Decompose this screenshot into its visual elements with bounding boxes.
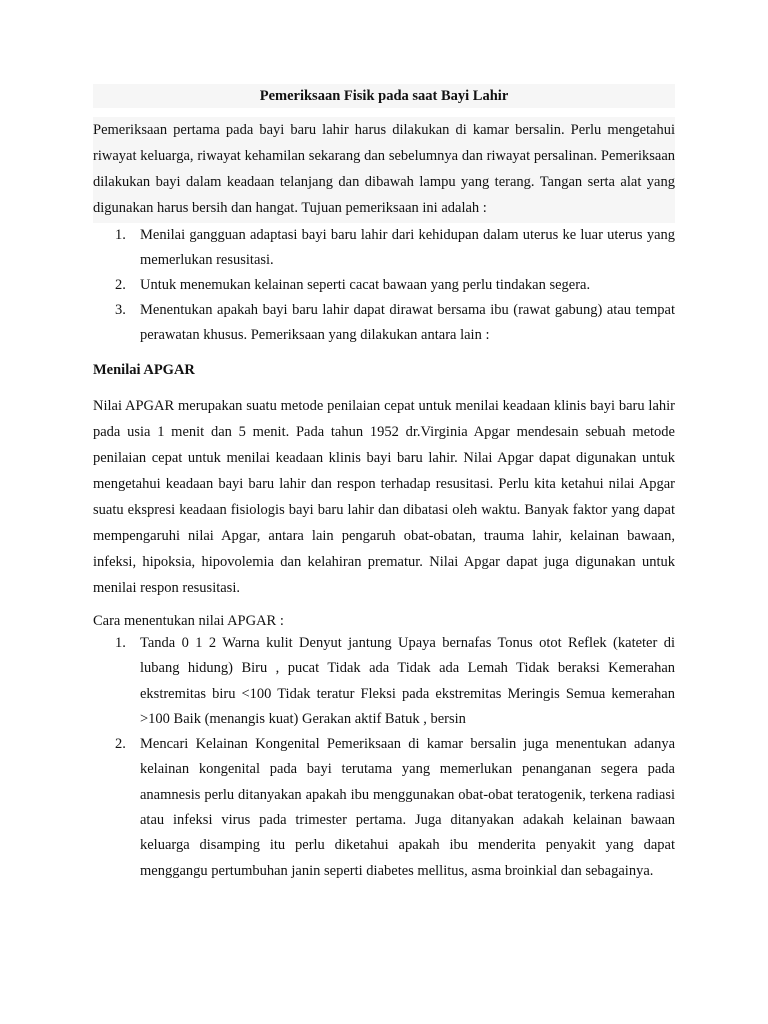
list-item-number: 1. xyxy=(115,635,126,651)
list-item xyxy=(93,732,675,884)
list-item xyxy=(93,298,675,348)
list-item-text: Tanda 0 1 2 Warna kulit Denyut jantung Upaya bernafas Tonus otot Reflek (kateter di lubang hidung) Biru , pucat Tidak ada Tidak ada Lemah Tidak beraksi Kemerahan ekstremitas biru <100 Tidak teratur Fleksi pada ekstremitas Meringis Semua kemerahan >100 Baik (menangis kuat) Gerakan aktif Batuk , bersin xyxy=(140,635,675,727)
list-item-number: 2. xyxy=(115,277,126,293)
document-title: Pemeriksaan Fisik pada saat Bayi Lahir xyxy=(259,88,509,104)
list-item-text: Menentukan apakah bayi baru lahir dapat dirawat bersama ibu (rawat gabung) atau tempat perawatan khusus. Pemeriksaan yang dilakukan antara lain : xyxy=(140,302,675,343)
list-item-text: Untuk menemukan kelainan seperti cacat bawaan yang perlu tindakan segera. xyxy=(140,277,591,293)
apgar-heading: Menilai APGAR xyxy=(93,362,195,378)
list-item xyxy=(93,631,675,732)
intro-paragraph: Pemeriksaan pertama pada bayi baru lahir harus dilakukan di kamar bersalin. Perlu mengetahui riwayat keluarga, riwayat kehamilan sekarang dan sebelumnya dan riwayat persalinan. Pemeriksaan dilakukan bayi dalam keadaan telanjang dan dibawah lampu yang terang. Tangan serta alat yang digunakan harus bersih dan hangat. Tujuan pemeriksaan ini adalah : xyxy=(93,122,675,216)
cara-label: Cara menentukan nilai APGAR : xyxy=(93,613,284,629)
list-item-text: Menilai gangguan adaptasi bayi baru lahir dari kehidupan dalam uterus ke luar uterus yang memerlukan resusitasi. xyxy=(140,227,675,268)
list-item xyxy=(93,223,675,273)
list-item-number: 3. xyxy=(115,302,126,318)
steps-list xyxy=(93,631,675,884)
document-page xyxy=(93,84,675,884)
list-item-number: 2. xyxy=(115,736,126,753)
list-item xyxy=(93,273,675,298)
goals-list xyxy=(93,223,675,348)
list-item-number: 1. xyxy=(115,227,126,243)
title-band xyxy=(93,84,675,108)
list-item-text: Mencari Kelainan Kongenital Pemeriksaan di kamar bersalin juga menentukan adanya kelainan kongenital pada bayi terutama yang memerlukan penanganan segera pada anamnesis perlu ditanyakan apakah ibu menggunakan obat-obat teratogenik, terkena radiasi atau infeksi virus pada trimester pertama. Juga ditanyakan adakah kelainan bawaan keluarga disamping itu perlu diketahui apakah ibu menderita penyakit yang dapat menggangu pertumbuhan janin seperti diabetes mellitus, asma broinkial dan sebagainya. xyxy=(140,736,675,879)
apgar-paragraph: Nilai APGAR merupakan suatu metode penilaian cepat untuk menilai keadaan klinis bayi baru lahir pada usia 1 menit dan 5 menit. Pada tahun 1952 dr.Virginia Apgar mendesain sebuah metode penilaian cepat untuk menilai keadaan klinis bayi baru lahir. Nilai Apgar dapat digunakan untuk mengetahui keadaan bayi baru lahir dan respon terhadap resusitasi. Perlu kita ketahui nilai Apgar suatu ekspresi keadaan fisiologis bayi baru lahir dan dibatasi oleh waktu. Banyak faktor yang dapat mempengaruhi nilai Apgar, antara lain pengaruh obat-obatan, trauma lahir, kelainan bawaan, infeksi, hipoksia, hipovolemia dan kelahiran prematur. Nilai Apgar dapat juga digunakan untuk menilai respon resusitasi. xyxy=(93,398,675,596)
intro-band xyxy=(93,117,675,223)
